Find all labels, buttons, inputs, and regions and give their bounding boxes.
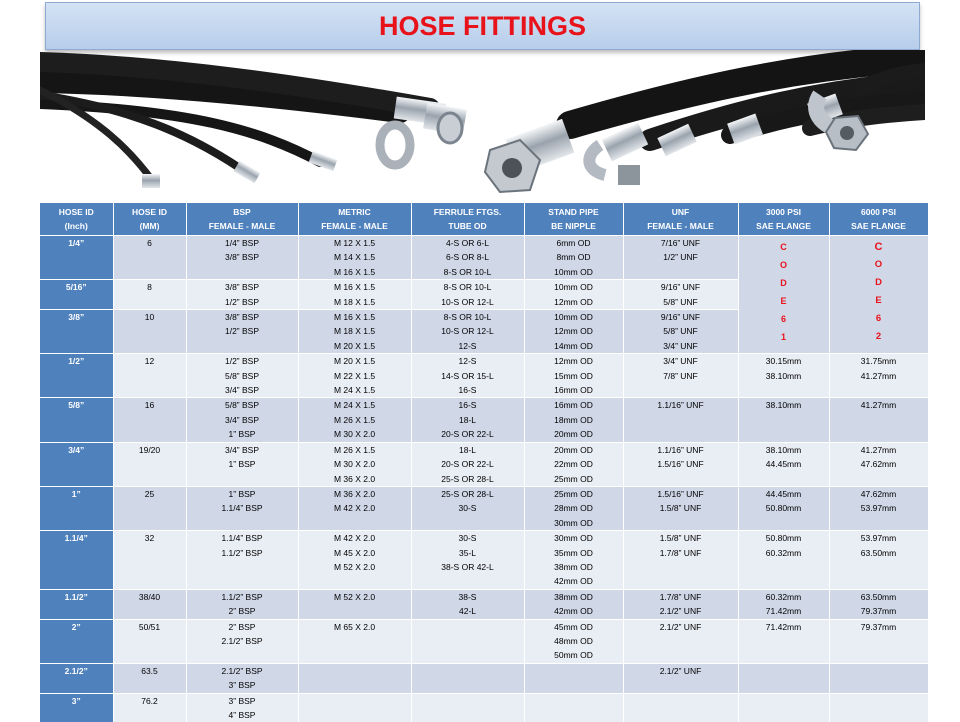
ferrule-cell	[411, 693, 524, 722]
bsp-cell	[186, 589, 298, 619]
stand-pipe-cell	[524, 236, 623, 280]
banjo-eye	[380, 125, 410, 165]
cell-line: 1.1/4” BSP	[189, 531, 296, 545]
header-3000-psi: 3000 PSI SAE FLANGE	[738, 203, 829, 236]
cell-line: 6-S OR 8-L	[414, 250, 522, 264]
cell-line: 9/16” UNF	[626, 280, 736, 294]
cell-line: 1.5/8” UNF	[626, 501, 736, 515]
cell-line: 35mm OD	[527, 546, 621, 560]
page-title: HOSE FITTINGS	[379, 11, 586, 42]
psi-6000-cell	[829, 486, 928, 530]
cell-line: 48mm OD	[527, 634, 621, 648]
hose-fittings-table	[40, 203, 929, 722]
stand-pipe-cell	[524, 589, 623, 619]
hose-id-inch-cell: 1”	[40, 486, 113, 530]
cell-line: 41.27mm	[832, 443, 926, 457]
cell-line: 2.1/2” BSP	[189, 664, 296, 678]
hose-id-mm-cell: 32	[113, 531, 186, 590]
cell-line: 41.27mm	[832, 369, 926, 383]
cell-line: 16mm OD	[527, 398, 621, 412]
cell-line: 3” BSP	[189, 678, 296, 692]
ferrule-cell	[411, 236, 524, 280]
cell-line: 3/4” BSP	[189, 413, 296, 427]
code-letter: O	[832, 256, 926, 274]
cell-line: 18mm OD	[527, 413, 621, 427]
cell-line: M 20 X 1.5	[301, 339, 409, 353]
table-row	[40, 486, 928, 530]
cell-line: 42mm OD	[527, 604, 621, 618]
cell-line: 2” BSP	[189, 620, 296, 634]
header-metric: METRIC FEMALE - MALE	[298, 203, 411, 236]
psi-6000-cell	[829, 236, 928, 354]
ferrule-cell	[411, 310, 524, 354]
code-letter: E	[832, 292, 926, 310]
ferrule-cell	[411, 280, 524, 310]
header-unf: UNF FEMALE - MALE	[623, 203, 738, 236]
cell-line: 6mm OD	[527, 236, 621, 250]
header-bsp: BSP FEMALE - MALE	[186, 203, 298, 236]
cell-line: M 20 X 1.5	[301, 354, 409, 368]
psi-3000-cell	[738, 663, 829, 693]
psi-6000-cell	[829, 663, 928, 693]
psi-6000-cell	[829, 531, 928, 590]
cell-line: M 65 X 2.0	[301, 620, 409, 634]
cell-line: 1” BSP	[189, 487, 296, 501]
stand-pipe-cell	[524, 310, 623, 354]
cell-line: 12mm OD	[527, 324, 621, 338]
cell-line: M 42 X 2.0	[301, 501, 409, 515]
bsp-cell	[186, 280, 298, 310]
cell-line: 50mm OD	[527, 648, 621, 662]
cell-line: 1/2” BSP	[189, 324, 296, 338]
psi-3000-cell	[738, 354, 829, 398]
cell-line: 1/2” BSP	[189, 354, 296, 368]
hose-id-inch-cell: 3/4”	[40, 442, 113, 486]
hose-id-mm-cell: 12	[113, 354, 186, 398]
cell-line: 4-S OR 6-L	[414, 236, 522, 250]
hose-id-mm-cell: 63.5	[113, 663, 186, 693]
table-header-row	[40, 203, 928, 236]
ferrule-cell	[411, 442, 524, 486]
hose-id-inch-cell: 1.1/4”	[40, 531, 113, 590]
code-letter: 1	[741, 328, 827, 346]
stand-pipe-cell	[524, 442, 623, 486]
hose-id-inch-cell: 2”	[40, 619, 113, 663]
cell-line: 50.80mm	[741, 501, 827, 515]
cell-line: 30-S	[414, 501, 522, 515]
cell-line: M 22 X 1.5	[301, 369, 409, 383]
bsp-cell	[186, 236, 298, 280]
cell-line: 5/8” UNF	[626, 295, 736, 309]
metric-cell	[298, 280, 411, 310]
bsp-cell	[186, 531, 298, 590]
code-letter: C	[832, 238, 926, 256]
cell-line: 2.1/2” UNF	[626, 664, 736, 678]
cell-line: 63.50mm	[832, 590, 926, 604]
cell-line: 53.97mm	[832, 531, 926, 545]
table-row	[40, 619, 928, 663]
unf-cell	[623, 236, 738, 280]
cell-line: 1.7/8” UNF	[626, 546, 736, 560]
header-6000-psi: 6000 PSI SAE FLANGE	[829, 203, 928, 236]
cell-line: 63.50mm	[832, 546, 926, 560]
stand-pipe-cell	[524, 354, 623, 398]
table-row	[40, 663, 928, 693]
cell-line: 16-S	[414, 398, 522, 412]
cell-line: 12mm OD	[527, 354, 621, 368]
cell-line: M 12 X 1.5	[301, 236, 409, 250]
hose-assemblies-image	[40, 50, 925, 200]
table-row	[40, 354, 928, 398]
stand-pipe-cell	[524, 280, 623, 310]
bsp-cell	[186, 310, 298, 354]
cell-line: 30-S	[414, 531, 522, 545]
hose-id-inch-cell: 5/8”	[40, 398, 113, 442]
unf-cell	[623, 486, 738, 530]
cell-line: 3/4” UNF	[626, 354, 736, 368]
cell-line: 8-S OR 10-L	[414, 265, 522, 279]
metric-cell	[298, 354, 411, 398]
cell-line: 60.32mm	[741, 590, 827, 604]
cell-line: M 16 X 1.5	[301, 310, 409, 324]
hose-id-mm-cell: 50/51	[113, 619, 186, 663]
cell-line: 1.1/16” UNF	[626, 443, 736, 457]
cell-line: 31.75mm	[832, 354, 926, 368]
stand-pipe-cell	[524, 663, 623, 693]
cell-line: 2.1/2” UNF	[626, 604, 736, 618]
cell-line: 71.42mm	[741, 604, 827, 618]
cell-line: 8mm OD	[527, 250, 621, 264]
cell-line: 38.10mm	[741, 443, 827, 457]
unf-cell	[623, 589, 738, 619]
cell-line: 47.62mm	[832, 487, 926, 501]
cell-line: 3/8” BSP	[189, 310, 296, 324]
header-hose-id-inch: HOSE ID (Inch)	[40, 203, 113, 236]
cell-line: 20-S OR 22-L	[414, 427, 522, 441]
cell-line: 12-S	[414, 354, 522, 368]
cell-line: 25-S OR 28-L	[414, 487, 522, 501]
cell-line: 25-S OR 28-L	[414, 472, 522, 486]
hose-id-inch-cell: 1/4”	[40, 236, 113, 280]
unf-cell	[623, 442, 738, 486]
cell-line: 16mm OD	[527, 383, 621, 397]
cell-line: 2” BSP	[189, 604, 296, 618]
cell-line: 30mm OD	[527, 531, 621, 545]
cell-line: 9/16” UNF	[626, 310, 736, 324]
cell-line: M 30 X 2.0	[301, 427, 409, 441]
cell-line: 45mm OD	[527, 620, 621, 634]
hose-id-mm-cell: 16	[113, 398, 186, 442]
cell-line: 15mm OD	[527, 369, 621, 383]
psi-6000-cell	[829, 442, 928, 486]
unf-cell	[623, 531, 738, 590]
cell-line: 10-S OR 12-L	[414, 295, 522, 309]
cell-line: 1.5/16” UNF	[626, 457, 736, 471]
cell-line: 18-L	[414, 443, 522, 457]
cell-line: 2.1/2” UNF	[626, 620, 736, 634]
psi-6000-cell	[829, 619, 928, 663]
cell-line: 3/4” BSP	[189, 383, 296, 397]
cell-line: 30.15mm	[741, 354, 827, 368]
cell-line: 1/2” UNF	[626, 250, 736, 264]
cell-line: 50.80mm	[741, 531, 827, 545]
cell-line: 8-S OR 10-L	[414, 280, 522, 294]
cell-line: 1” BSP	[189, 457, 296, 471]
cell-line: 3” BSP	[189, 694, 296, 708]
hose-id-mm-cell: 8	[113, 280, 186, 310]
code-letter: 6	[741, 310, 827, 328]
cell-line: 42-L	[414, 604, 522, 618]
left-hose-group	[40, 62, 430, 180]
cell-line: 44.45mm	[741, 487, 827, 501]
psi-3000-cell	[738, 236, 829, 354]
code-letter: 6	[832, 310, 926, 328]
title-banner	[45, 2, 920, 50]
cell-line: 10mm OD	[527, 310, 621, 324]
hose-id-mm-cell: 19/20	[113, 442, 186, 486]
cell-line: 1.1/2” BSP	[189, 590, 296, 604]
cell-line: 60.32mm	[741, 546, 827, 560]
code-letter: D	[741, 274, 827, 292]
cell-line: 47.62mm	[832, 457, 926, 471]
table-row	[40, 693, 928, 722]
table-row	[40, 589, 928, 619]
metric-cell	[298, 663, 411, 693]
cell-line: 38-S OR 42-L	[414, 560, 522, 574]
cell-line: M 18 X 1.5	[301, 295, 409, 309]
cell-line: M 26 X 1.5	[301, 413, 409, 427]
cell-line: 3/8” BSP	[189, 250, 296, 264]
table-body	[40, 236, 928, 722]
cell-line: 10mm OD	[527, 265, 621, 279]
cell-line: M 26 X 1.5	[301, 443, 409, 457]
psi-3000-cell	[738, 442, 829, 486]
hose-id-mm-cell: 10	[113, 310, 186, 354]
cell-line: 79.37mm	[832, 620, 926, 634]
cell-line: 25mm OD	[527, 487, 621, 501]
cell-line: 20-S OR 22-L	[414, 457, 522, 471]
cell-line: 5/8” BSP	[189, 398, 296, 412]
code-letter: O	[741, 256, 827, 274]
metric-cell	[298, 310, 411, 354]
cell-line: 12-S	[414, 339, 522, 353]
cell-line: 3/8” BSP	[189, 280, 296, 294]
cell-line: 2.1/2” BSP	[189, 634, 296, 648]
stand-pipe-cell	[524, 398, 623, 442]
bsp-cell	[186, 693, 298, 722]
cell-line: 1.5/8” UNF	[626, 531, 736, 545]
metric-cell	[298, 486, 411, 530]
cell-line: M 18 X 1.5	[301, 324, 409, 338]
hose-id-mm-cell: 38/40	[113, 589, 186, 619]
unf-cell	[623, 354, 738, 398]
cell-line: 5/8” BSP	[189, 369, 296, 383]
cell-line: 53.97mm	[832, 501, 926, 515]
psi-3000-cell	[738, 398, 829, 442]
metric-cell	[298, 398, 411, 442]
unf-cell	[623, 310, 738, 354]
cell-line: 38-S	[414, 590, 522, 604]
unf-cell	[623, 619, 738, 663]
psi-6000-cell	[829, 589, 928, 619]
metric-cell	[298, 619, 411, 663]
ferrule-cell	[411, 619, 524, 663]
unf-cell	[623, 663, 738, 693]
cell-line: 1.5/16” UNF	[626, 487, 736, 501]
cell-line: 18-L	[414, 413, 522, 427]
metric-cell	[298, 693, 411, 722]
ferrule-cell	[411, 486, 524, 530]
metric-cell	[298, 589, 411, 619]
code-letter: 2	[832, 328, 926, 346]
cell-line: 20mm OD	[527, 443, 621, 457]
cell-line: 41.27mm	[832, 398, 926, 412]
unf-cell	[623, 280, 738, 310]
table-row	[40, 398, 928, 442]
cell-line: M 16 X 1.5	[301, 265, 409, 279]
table-row	[40, 531, 928, 590]
metric-cell	[298, 442, 411, 486]
unf-cell	[623, 693, 738, 722]
cell-line: 10mm OD	[527, 280, 621, 294]
code-letter: E	[741, 292, 827, 310]
cell-line: 38mm OD	[527, 590, 621, 604]
header-hose-id-mm: HOSE ID (MM)	[113, 203, 186, 236]
cell-line: M 14 X 1.5	[301, 250, 409, 264]
psi-3000-cell	[738, 589, 829, 619]
hose-id-mm-cell: 6	[113, 236, 186, 280]
cell-line: M 36 X 2.0	[301, 472, 409, 486]
unf-cell	[623, 398, 738, 442]
hose-id-mm-cell: 76.2	[113, 693, 186, 722]
ferrule-cell	[411, 354, 524, 398]
cell-line: 1.1/4” BSP	[189, 501, 296, 515]
cell-line: 79.37mm	[832, 604, 926, 618]
cell-line: 14-S OR 15-L	[414, 369, 522, 383]
cell-line: 71.42mm	[741, 620, 827, 634]
cell-line: 3/4” UNF	[626, 339, 736, 353]
stand-pipe-cell	[524, 486, 623, 530]
cell-line: 20mm OD	[527, 427, 621, 441]
cell-line: 1/2” BSP	[189, 295, 296, 309]
psi-6000-cell	[829, 398, 928, 442]
cell-line: 42mm OD	[527, 574, 621, 588]
table-row	[40, 236, 928, 280]
stand-pipe-cell	[524, 531, 623, 590]
cell-line: 7/16” UNF	[626, 236, 736, 250]
cell-line: 28mm OD	[527, 501, 621, 515]
psi-3000-cell	[738, 531, 829, 590]
psi-3000-cell	[738, 693, 829, 722]
hose-id-inch-cell: 1/2”	[40, 354, 113, 398]
hose-id-inch-cell: 3/8”	[40, 310, 113, 354]
psi-6000-cell	[829, 354, 928, 398]
cell-line: 4” BSP	[189, 708, 296, 722]
cell-line: M 52 X 2.0	[301, 560, 409, 574]
cell-line: 1.7/8” UNF	[626, 590, 736, 604]
bsp-cell	[186, 619, 298, 663]
header-stand-pipe: STAND PIPE BE NIPPLE	[524, 203, 623, 236]
cell-line: 1.1/16” UNF	[626, 398, 736, 412]
stand-pipe-cell	[524, 619, 623, 663]
cell-line: 25mm OD	[527, 472, 621, 486]
cell-line: 38mm OD	[527, 560, 621, 574]
cell-line: 1.1/2” BSP	[189, 546, 296, 560]
code-letter: D	[832, 274, 926, 292]
cell-line: M 24 X 1.5	[301, 383, 409, 397]
cell-line: 38.10mm	[741, 398, 827, 412]
cell-line: 1” BSP	[189, 427, 296, 441]
cell-line: 1/4” BSP	[189, 236, 296, 250]
stand-pipe-cell	[524, 693, 623, 722]
ferrule-cell	[411, 398, 524, 442]
psi-6000-cell	[829, 693, 928, 722]
cell-line: 16-S	[414, 383, 522, 397]
bsp-cell	[186, 442, 298, 486]
hose-id-inch-cell: 3”	[40, 693, 113, 722]
cell-line: 35-L	[414, 546, 522, 560]
cell-line: M 42 X 2.0	[301, 531, 409, 545]
cell-line: M 52 X 2.0	[301, 590, 409, 604]
bsp-cell	[186, 354, 298, 398]
cell-line: M 45 X 2.0	[301, 546, 409, 560]
header-ferrule: FERRULE FTGS. TUBE OD	[411, 203, 524, 236]
ferrule-cell	[411, 663, 524, 693]
cell-line: 5/8” UNF	[626, 324, 736, 338]
cell-line: M 30 X 2.0	[301, 457, 409, 471]
bsp-cell	[186, 663, 298, 693]
cell-line: M 24 X 1.5	[301, 398, 409, 412]
metric-cell	[298, 236, 411, 280]
cell-line: 44.45mm	[741, 457, 827, 471]
cell-line: M 36 X 2.0	[301, 487, 409, 501]
metric-cell	[298, 531, 411, 590]
ferrule-cell	[411, 589, 524, 619]
bsp-cell	[186, 398, 298, 442]
cell-line: 38.10mm	[741, 369, 827, 383]
cell-line: 7/8” UNF	[626, 369, 736, 383]
cell-line: 3/4” BSP	[189, 443, 296, 457]
psi-3000-cell	[738, 619, 829, 663]
hose-id-mm-cell: 25	[113, 486, 186, 530]
code-letter: C	[741, 238, 827, 256]
hose-id-inch-cell: 2.1/2”	[40, 663, 113, 693]
cell-line: 30mm OD	[527, 516, 621, 530]
table-row	[40, 442, 928, 486]
cell-line: 8-S OR 10-L	[414, 310, 522, 324]
cell-line: 10-S OR 12-L	[414, 324, 522, 338]
hose-id-inch-cell: 1.1/2”	[40, 589, 113, 619]
cell-line: 14mm OD	[527, 339, 621, 353]
cell-line: 22mm OD	[527, 457, 621, 471]
psi-3000-cell	[738, 486, 829, 530]
hose-id-inch-cell: 5/16”	[40, 280, 113, 310]
cell-line: M 16 X 1.5	[301, 280, 409, 294]
bsp-cell	[186, 486, 298, 530]
cell-line: 12mm OD	[527, 295, 621, 309]
ferrule-cell	[411, 531, 524, 590]
